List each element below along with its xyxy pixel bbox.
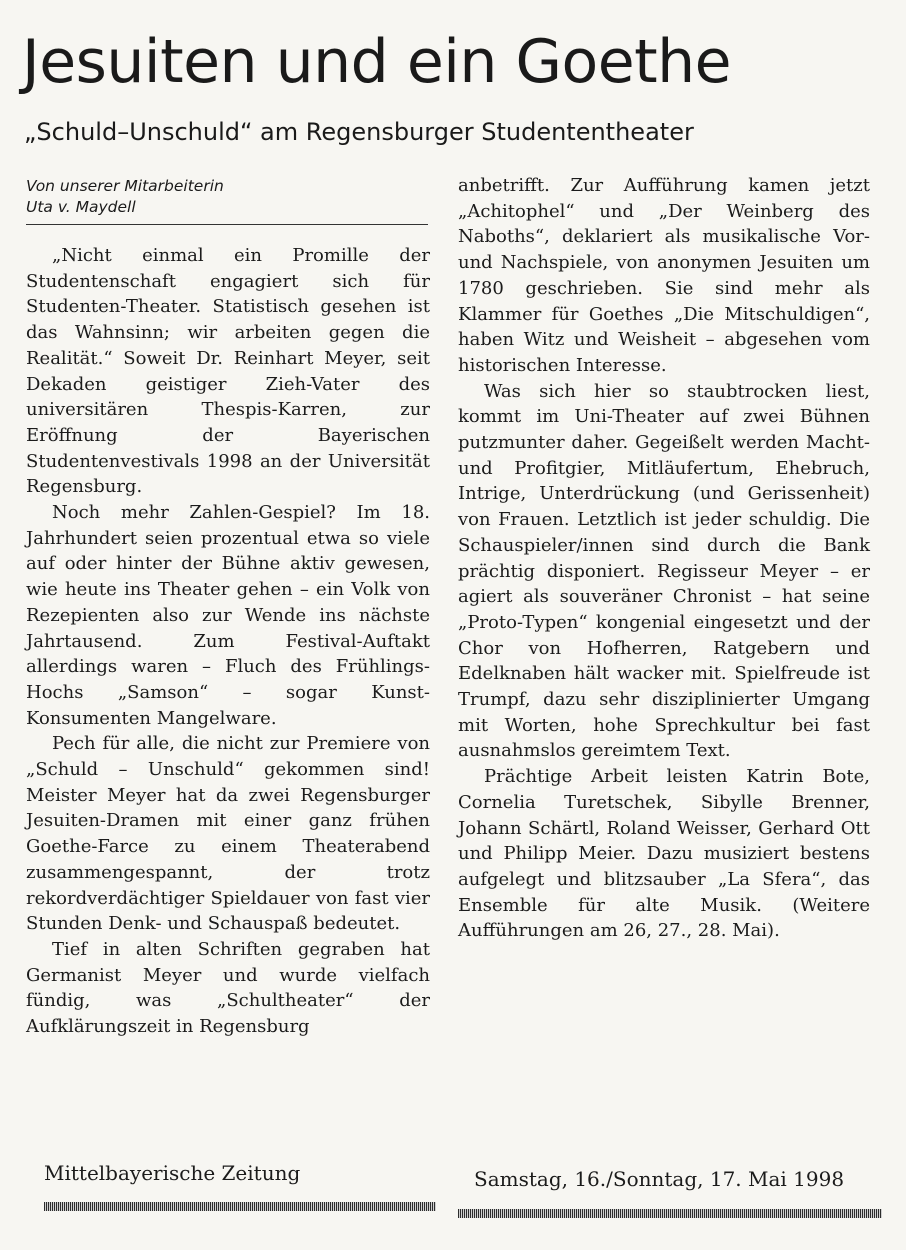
paragraph: Prächtige Arbeit leisten Katrin Bote, Cornelia Turetschek, Sibylle Brenner, Johann Schärtl, Roland Weisser, Gerhard Ott und Philipp Meier. Dazu musiziert bestens aufgelegt und blitzsauber „La Sfera“, das Ensemble für alte Musik. (Weitere Aufführungen am 26, 27., 28. Mai).	[458, 766, 870, 942]
headline: Jesuiten und ein Goethe	[22, 27, 732, 97]
subheadline: „Schuld–Unschuld“ am Regensburger Studententheater	[24, 118, 694, 146]
paragraph: Tief in alten Schriften gegraben hat Germanist Meyer und wurde vielfach fündig, was „Schultheater“ der Aufklärungszeit in Regensburg	[26, 938, 430, 1038]
paragraph: Noch mehr Zahlen-Gespiel? Im 18. Jahrhundert seien prozentual etwa so viele auf oder hinter der Bühne aktiv gewesen, wie heute ins Theater gehen – ein Volk von Rezepienten also zur Wende ins nächste Jahrtausend. Zum Festival-Auftakt allerdings waren – Fluch des Frühlings-Hochs „Samson“ – sogar Kunst-Konsumenten Mangelware.	[26, 502, 430, 729]
paragraph: anbetrifft. Zur Aufführung kamen jetzt „Achitophel“ und „Der Weinberg des Naboths“, deklariert als musikalische Vor- und Nachspiele, von anonymen Jesuiten um 1780 geschrieben. Sie sind mehr als Klammer für Goethes „Die Mitschuldigen“, haben Witz und Weisheit – abgesehen vom historischen Interesse.	[458, 175, 870, 376]
article-column-right	[458, 173, 870, 944]
footer-rule-left	[44, 1202, 436, 1211]
byline-line-1: Von unserer Mitarbeiterin	[26, 177, 224, 195]
byline	[26, 176, 428, 225]
paragraph: „Nicht einmal ein Promille der Studentenschaft engagiert sich für Studenten-Theater. Statistisch gesehen ist das Wahnsinn; wir arbeiten gegen die Realität.“ Soweit Dr. Reinhart Meyer, seit Dekaden geistiger Zieh-Vater des universitären Thespis-Karren, zur Eröffnung der Bayerischen Studentenvestivals 1998 an der Universität Regensburg.	[26, 245, 430, 498]
article-column-left	[26, 243, 430, 1040]
paragraph: Was sich hier so staubtrocken liest, kommt im Uni-Theater auf zwei Bühnen putzmunter daher. Gegeißelt werden Macht- und Profitgier, Mitläufertum, Ehebruch, Intrige, Unterdrückung (und Gerissenheit) von Frauen. Letztlich ist jeder schuldig. Die Schauspieler/innen sind durch die Bank prächtig disponiert. Regisseur Meyer – er agiert als souveräner Chronist – hat seine „Proto-Typen“ kongenial eingesetzt und der Chor von Hofherren, Ratgebern und Edelknaben hält wacker mit. Spielfreude ist Trumpf, dazu sehr disziplinierter Umgang mit Worten, hohe Sprechkultur bei fast ausnahmslos gereimtem Text.	[458, 380, 870, 762]
byline-author: Uta v. Maydell	[26, 198, 136, 216]
publication-date: Samstag, 16./Sonntag, 17. Mai 1998	[474, 1167, 845, 1191]
newspaper-name: Mittelbayerische Zeitung	[44, 1161, 301, 1185]
paragraph: Pech für alle, die nicht zur Premiere von „Schuld – Unschuld“ gekommen sind! Meister Meyer hat da zwei Regensburger Jesuiten-Dramen mit einer ganz frühen Goethe-Farce zu einem Theaterabend zusammengespannt, der trotz rekordverdächtiger Spieldauer von fast vier Stunden Denk- und Schauspaß bedeutet.	[26, 733, 430, 935]
footer-rule-right	[458, 1209, 882, 1218]
